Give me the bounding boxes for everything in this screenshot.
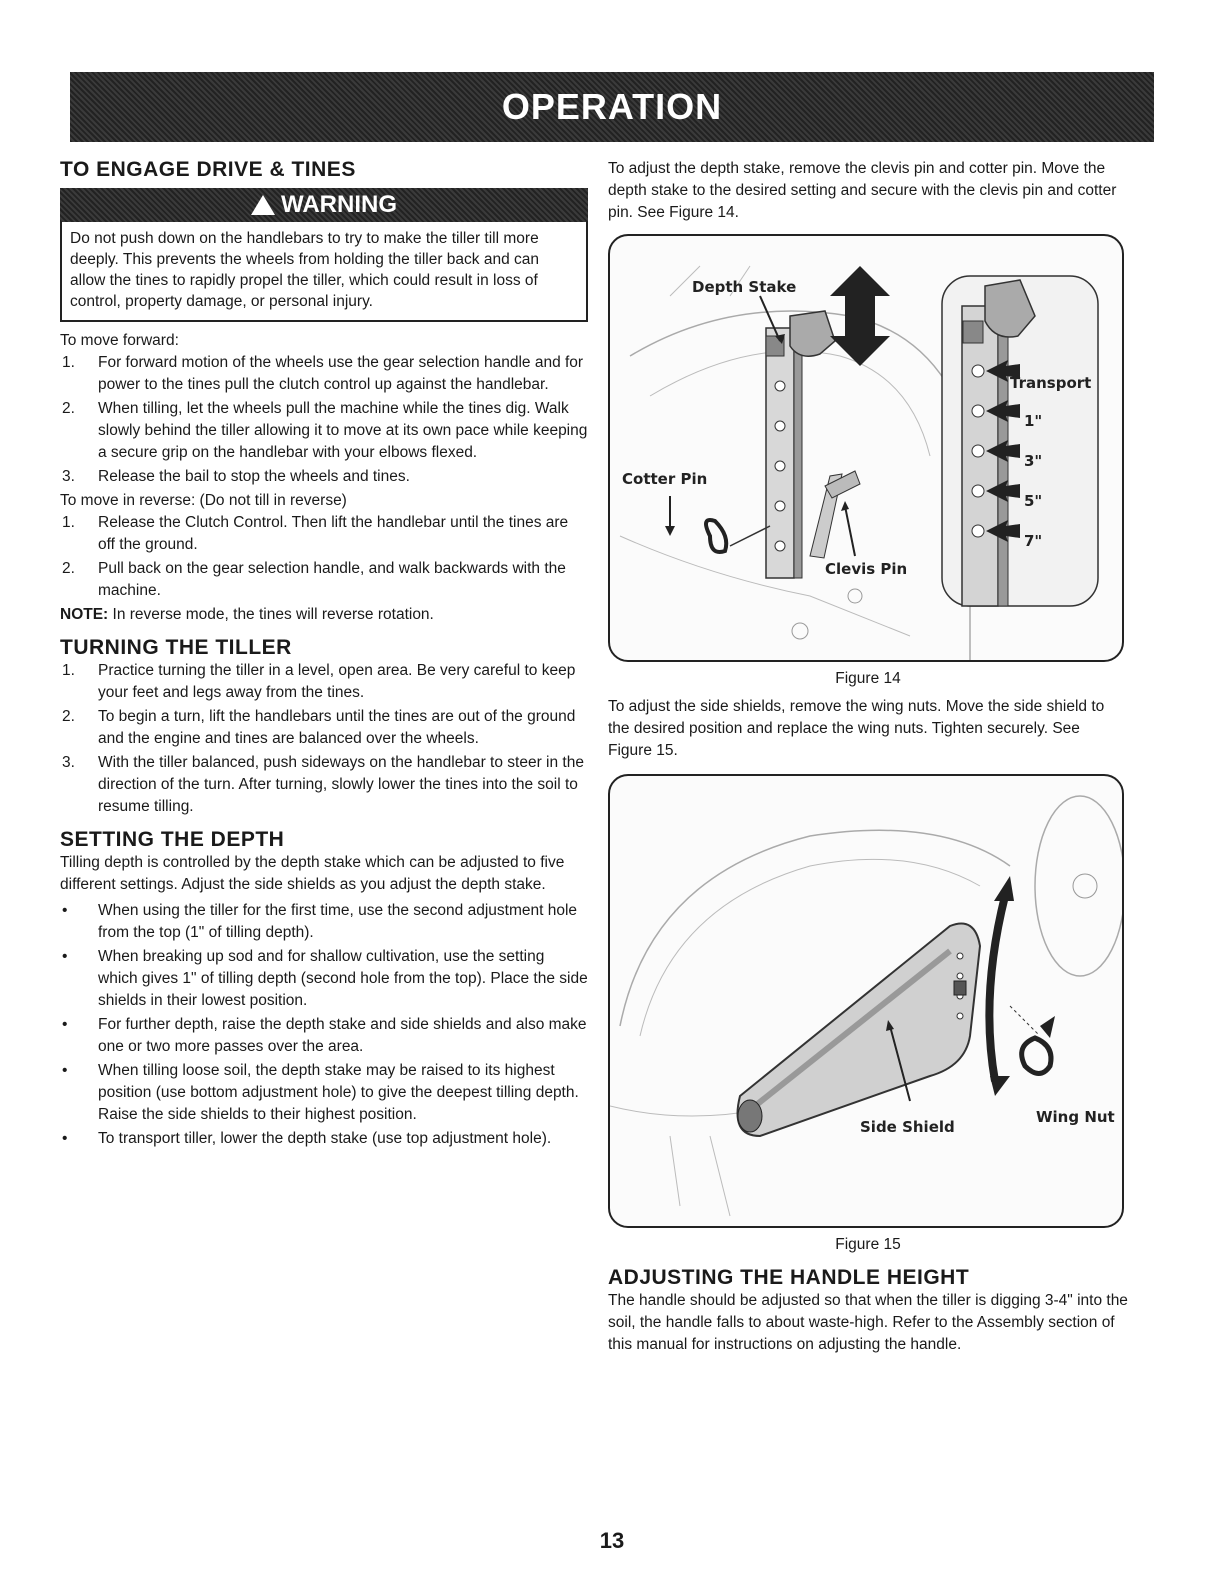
figure-15-caption: Figure 15: [835, 1236, 901, 1253]
list-item: [60, 1014, 588, 1058]
bullet-text: To transport tiller, lower the depth stake (use top adjustment hole).: [98, 1130, 552, 1147]
label-cotter-pin: Cotter Pin: [622, 470, 708, 488]
list-item: [60, 558, 588, 602]
turning-steps: [60, 660, 588, 818]
label-transport: Transport: [1010, 374, 1092, 392]
warning-box: [60, 222, 588, 322]
warning-text: Do not push down on the handlebars to try to make the tiller till more deeply. This prevents the wheels from holding the tiller back and can allow the tines to rapidly propel the tiller, which could result in loss of control, property damage, or personal injury.: [70, 230, 539, 310]
label-clevis-pin: Clevis Pin: [825, 560, 908, 578]
list-item: [60, 706, 588, 750]
list-item: [60, 512, 588, 556]
step-text: When tilling, let the wheels pull the machine while the tines dig. Walk slowly behind the tiller allowing it to move at its own pace while keeping a secure grip on the handlebar with your elbows flexed.: [98, 400, 588, 461]
note-text: In reverse mode, the tines will reverse rotation.: [108, 606, 434, 623]
figure-14: [608, 234, 1124, 662]
list-item: [60, 946, 588, 1012]
reverse-intro: To move in reverse: (Do not till in reverse): [60, 492, 347, 509]
reverse-steps: [60, 512, 588, 602]
bullet-icon: •: [62, 902, 68, 919]
handle-height-heading: ADJUSTING THE HANDLE HEIGHT: [608, 1266, 970, 1289]
list-item: [60, 660, 588, 704]
list-item: [60, 752, 588, 818]
bullet-icon: •: [62, 1016, 68, 1033]
depth-stake-text: To adjust the depth stake, remove the clevis pin and cotter pin. Move the depth stake to the desired setting and secure with the clevis pin and cotter pin. See Figure 14.: [608, 160, 1117, 221]
warning-label: WARNING: [281, 191, 397, 218]
step-number: 3.: [62, 754, 75, 771]
warning-header: [60, 188, 588, 222]
bullet-icon: •: [62, 1062, 68, 1079]
label-side-shield: Side Shield: [860, 1118, 955, 1136]
label-depth-stake: Depth Stake: [692, 278, 797, 296]
step-number: 2.: [62, 708, 75, 725]
list-item: [60, 1060, 588, 1126]
list-item: [60, 900, 588, 944]
bullet-icon: •: [62, 1130, 68, 1147]
list-item: [60, 352, 588, 396]
list-item: [60, 1128, 588, 1150]
step-text: To begin a turn, lift the handlebars until the tines are out of the ground and the engine and tines are balanced over the wheels.: [98, 708, 576, 747]
figure-14-caption: Figure 14: [835, 670, 901, 687]
step-text: Release the Clutch Control. Then lift the handlebar until the tines are off the ground.: [98, 514, 569, 553]
label-7-inch: 7": [1024, 532, 1043, 550]
warning-triangle-icon: [251, 195, 275, 215]
step-number: 3.: [62, 468, 75, 485]
list-item: [60, 398, 588, 464]
step-number: 1.: [62, 662, 75, 679]
step-number: 1.: [62, 354, 75, 371]
banner-title: OPERATION: [501, 86, 723, 127]
step-number: 1.: [62, 514, 75, 531]
left-column: [60, 158, 588, 1152]
bullet-text: When tilling loose soil, the depth stake may be raised to its highest position (use bottom adjustment hole) to give the deepest tilling depth. Raise the side shields to their highest position.: [98, 1062, 579, 1123]
label-wing-nut: Wing Nut: [1036, 1108, 1115, 1126]
depth-intro: Tilling depth is controlled by the depth stake which can be adjusted to five different settings. Adjust the side shields as you adjust the depth stake.: [60, 854, 565, 893]
depth-heading: SETTING THE DEPTH: [60, 828, 285, 851]
figure-15: [608, 774, 1124, 1228]
bullet-text: When using the tiller for the first time, use the second adjustment hole from the top (1" of tilling depth).: [98, 902, 578, 941]
bullet-icon: •: [62, 948, 68, 965]
step-text: For forward motion of the wheels use the gear selection handle and for power to the tines pull the clutch control up against the handlebar.: [98, 354, 584, 393]
bullet-text: When breaking up sod and for shallow cultivation, use the setting which gives 1" of tilling depth (second hole from the top). Place the side shields in their lowest position.: [98, 948, 588, 1009]
note-label: NOTE:: [60, 606, 109, 623]
step-text: Release the bail to stop the wheels and tines.: [98, 468, 410, 485]
page-number: 13: [599, 1528, 625, 1553]
step-text: With the tiller balanced, push sideways on the handlebar to steer in the direction of the turn. After turning, slowly lower the tines into the soil to resume tilling.: [98, 754, 584, 815]
bullet-text: For further depth, raise the depth stake and side shields and also make one or two more passes over the area.: [98, 1016, 587, 1055]
figure-15-illustration: [610, 776, 1122, 1226]
step-text: Pull back on the gear selection handle, and walk backwards with the machine.: [98, 560, 566, 599]
operation-banner: [70, 72, 1154, 142]
side-shield-text: To adjust the side shields, remove the wing nuts. Move the side shield to the desired position and replace the wing nuts. Tighten securely. See Figure 15.: [608, 698, 1105, 759]
step-number: 2.: [62, 400, 75, 417]
list-item: [60, 466, 588, 488]
turning-heading: TURNING THE TILLER: [60, 636, 292, 659]
engage-heading: TO ENGAGE DRIVE & TINES: [60, 158, 356, 181]
label-5-inch: 5": [1024, 492, 1043, 510]
right-column: [608, 158, 1128, 1356]
label-1-inch: 1": [1024, 412, 1043, 430]
forward-steps: [60, 352, 588, 488]
reverse-note: [60, 604, 588, 626]
step-text: Practice turning the tiller in a level, open area. Be very careful to keep your feet and legs away from the tines.: [98, 662, 576, 701]
handle-height-text: The handle should be adjusted so that when the tiller is digging 3-4" into the soil, the handle falls to about waste-high. Refer to the Assembly section of this manual for instructions on adjusting the handle.: [608, 1292, 1128, 1353]
depth-bullets: [60, 900, 588, 1150]
step-number: 2.: [62, 560, 75, 577]
label-3-inch: 3": [1024, 452, 1043, 470]
figure-14-illustration: [610, 236, 1122, 660]
forward-intro: To move forward:: [60, 332, 179, 349]
